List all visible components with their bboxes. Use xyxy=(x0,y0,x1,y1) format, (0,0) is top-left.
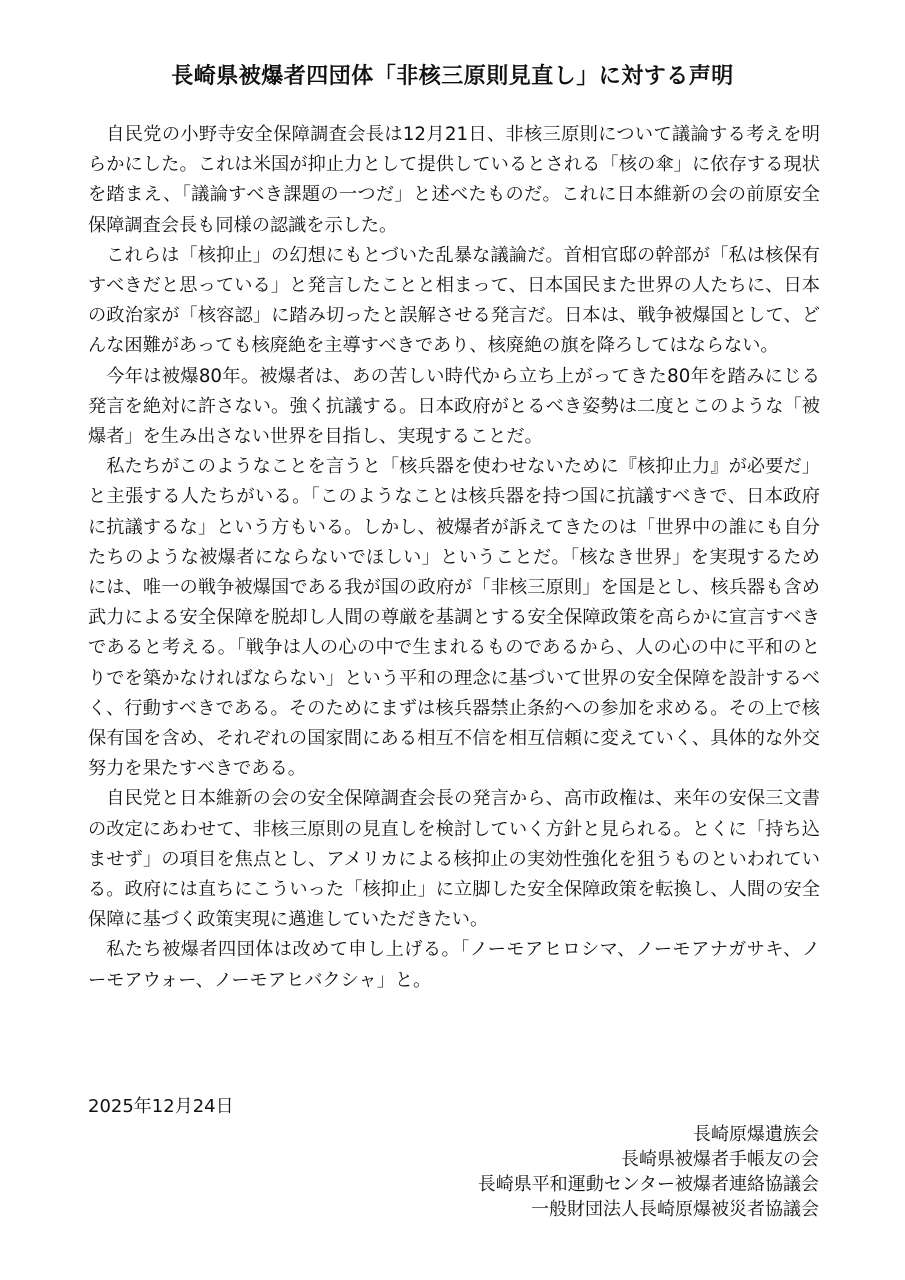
signatory-3: 長崎県平和運動センター被爆者連絡協議会 xyxy=(477,1174,819,1195)
paragraph-1: 自民党の小野寺安全保障調査会長は12月21日、非核三原則について議論する考えを明らかにした。これは米国が抑止力として提供しているとされる「核の傘」に依存する現状を踏まえ、「議論すべき課題の一つだ」と述べたものだ。これに日本維新の会の前原安全保障調査会長も同様の認識を示した。 xyxy=(88,124,820,236)
statement-date: 2025年12月24日 xyxy=(88,1096,234,1117)
signatory-list xyxy=(339,1122,819,1222)
paragraph-5: 自民党と日本維新の会の安全保障調査会長の発言から、高市政権は、来年の安保三文書の改定にあわせて、非核三原則の見直しを検討していく方針と見られる。とくに「持ち込ませず」の項目を焦点とし、アメリカによる核抑止の実効性強化を狙うものといわれている。政府には直ちにこういった「核抑止」に立脚した安全保障政策を転換し、人間の安全保障に基づく政策実現に邁進していただきたい。 xyxy=(88,788,820,931)
page-title: 長崎県被爆者四団体「非核三原則見直し」に対する声明 xyxy=(171,64,734,89)
signatory-2: 長崎県被爆者手帳友の会 xyxy=(621,1149,819,1170)
paragraph-4: 私たちがこのようなことを言うと「核兵器を使わせないために『核抑止力』が必要だ」と主張する人たちがいる。「このようなことは核兵器を持つ国に抗議すべきで、日本政府に抗議するな」という方もいる。しかし、被爆者が訴えてきたのは「世界中の誰にも自分たちのような被爆者にならないでほしい」ということだ。「核なき世界」を実現するためには、唯一の戦争被爆国である我が国の政府が「非核三原則」を国是とし、核兵器も含め武力による安全保障を脱却し人間の尊厳を基調とする安全保障政策を高らかに宣言すべきであると考える。「戦争は人の心の中で生まれるものであるから、人の心の中に平和のとりでを築かなければならない」という平和の理念に基づいて世界の安全保障を設計するべく、行動すべきである。そのためにまずは核兵器禁止条約への参加を求める。その上で核保有国を含め、それぞれの国家間にある相互不信を相互信頼に変えていく、具体的な外交努力を果たすべきである。 xyxy=(88,456,820,780)
paragraph-6: 私たち被爆者四団体は改めて申し上げる。「ノーモアヒロシマ、ノーモアナガサキ、ノーモアウォー、ノーモアヒバクシャ」と。 xyxy=(88,939,820,991)
signatory-1: 長崎原爆遺族会 xyxy=(693,1124,819,1145)
signatory-4: 一般財団法人長崎原爆被災者協議会 xyxy=(531,1199,819,1220)
paragraph-2: これらは「核抑止」の幻想にもとづいた乱暴な議論だ。首相官邸の幹部が「私は核保有すべきだと思っている」と発言したことと相まって、日本国民また世界の人たちに、日本の政治家が「核容認」に踏み切ったと誤解させる発言だ。日本は、戦争被爆国として、どんな困難があっても核廃絶を主導すべきであり、核廃絶の旗を降ろしてはならない。 xyxy=(88,244,820,357)
paragraph-3: 今年は被爆80年。被爆者は、あの苦しい時代から立ち上がってきた80年を踏みにじる発言を絶対に許さない。強く抗議する。日本政府がとるべき姿勢は二度とこのような「被爆者」を生み出さない世界を目指し、実現することだ。 xyxy=(88,365,820,448)
statement-body xyxy=(88,120,820,996)
